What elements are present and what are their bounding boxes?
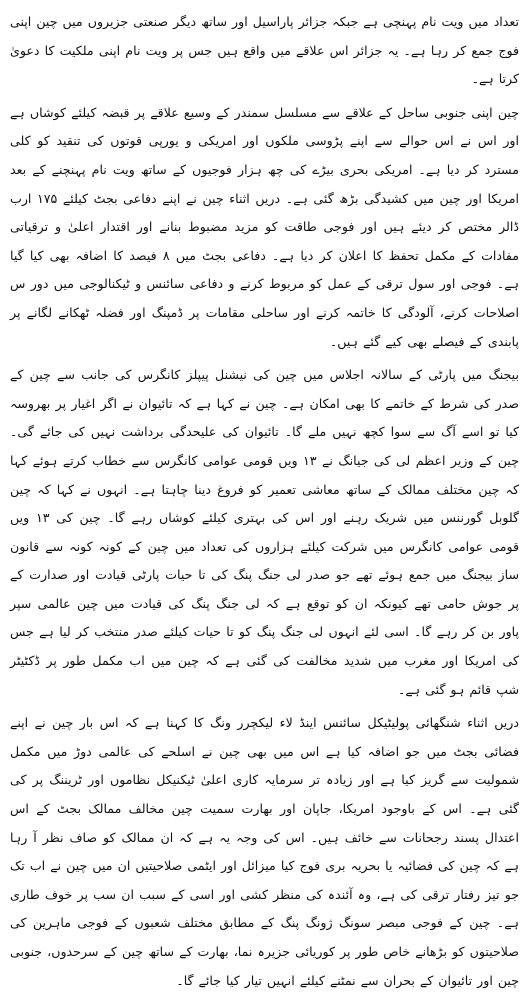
article-paragraph-2: چین اپنی جنوبی ساحل کے علاقے سے مسلسل سمندر کے وسیع علاقے پر قبضہ کیلئے کوشاں ہے اور اس نے اس حوالے سے اپنے پڑوسی ملکوں اور امریکی و یورپی قوتوں کی تنقید کو کلی مسترد کر دیا ہے۔ امریکی بحری بیڑے کی چھ ہزار فوجیوں کے ساتھ ویت نام پہنچنے کے بعد امریکا اور چین میں کشیدگی بڑھ گئی ہے۔ دریں اثناء چین نے اپنے دفاعی بجٹ کیلئے ۱۷۵ ارب ڈالر مختص کر دیئے ہیں اور فوجی طاقت کو مزید مضبوط بنانے اور اقتدار اعلیٰ و ترقیاتی مفادات کے مکمل تحفظ کا اعلان کر دیا ہے۔ دفاعی بجٹ میں ۸ فیصد کا اضافہ بھی کیا گیا ہے۔ فوجی اور سول ترقی کے عمل کو مربوط کرنے و دفاعی سائنس و ٹیکنالوجی میں دور س اصلاحات کرنے، آلودگی کا خاتمہ کرنے اور ساحلی مقامات پر ڈمپنگ اور فضلہ ٹھکانے لگانے پر پابندی کے فیصلے بھی کیے گئے ہیں۔ [10, 104, 519, 349]
article-paragraph-4: دریں اثناء شنگھائی پولیٹیکل سائنس اینڈ لاء لیکچرر ونگ کا کہنا ہے کہ اس بار چین نے اپنے فضائی بجٹ میں جو اضافہ کیا ہے اس میں بھی چین نے اسلحے کی عالمی دوڑ میں مکمل شمولیت سے گریز کیا ہے اور زیادہ تر سرمایہ کاری اعلیٰ ٹیکنیکل نظاموں اور ٹریننگ پر کی گئی ہے۔ اس کے باوجود امریکا، جاپان اور بھارت سمیت چین مخالف ممالک بجٹ کے اس اعتدال پسند رجحانات سے خائف ہیں۔ اس کی وجہ یہ ہے کہ ان ممالک کو صاف نظر آ رہا ہے کہ چین کی فضائیہ یا بحریہ بری فوج کیا میزائل اور ایٹمی صلاحیتیں ان میں چین نے اب تک جو تیز رفتار ترقی کی ہے، وہ آئندہ کی منظر کشی اور اسی کے سبب ان سب پر خوف طاری ہے۔ چین کے فوجی مبصر سونگ ژونگ پنگ کے مطابق مختلف شعبوں کے فوجی ماہرین کی صلاحیتوں کو بڑھانے خاص طور پر کوریائی جزیرہ نما، بھارت کے ساتھ چین کے سرحدوں، جنوبی چین اور تائیوان کے بحران سے نمٹنے کیلئے انہیں تیار کیا جائے گا۔ [10, 715, 519, 988]
article-paragraph-1: تعداد میں ویت نام پہنچی ہے جبکہ جزائر پاراسیل اور ساتھ دیگر صنعتی جزیروں میں چین اپنی فوج جمع کر رہا ہے۔ یہ جزائر اس علاقے میں واقع ہیں جس پر ویت نام اپنی ملکیت کا دعویٰ کرتا ہے۔ [10, 14, 519, 87]
article-paragraph-3: بیجنگ میں پارٹی کے سالانہ اجلاس میں چین کی نیشنل پیپلز کانگرس کی جانب سے چین کے صدر کی شرط کے خاتمے کا بھی امکان ہے۔ چین نے کہا ہے کہ تائیوان نے اگر اغیار پر بھروسہ کیا تو اسے آگ سے سوا کچھ نہیں ملے گا۔ تائیوان کی علیحدگی برداشت نہیں کی جائے گی۔ چین کے وزیر اعظم لی کی جیانگ نے ۱۳ ویں قومی عوامی کانگرس سے خطاب کرتے ہوئے کہا کہ چین مختلف ممالک کے ساتھ معاشی تعمیر کو فروغ دینا چاہتا ہے۔ انہوں نے کہا کہ چین گلوبل گورننس میں شریک رہنے اور اس کی بہتری کیلئے کوشاں رہے گا۔ چین کی ۱۳ ویں قومی عوامی کانگرس میں شرکت کیلئے ہزاروں کی تعداد میں چین کے کونہ کونہ سے قانون ساز بیجنگ میں جمع ہوئے تھے جو صدر لی جنگ پنگ کی تا حیات پارٹی قیادت اور صدارت کے پر جوش حامی تھے کیونکہ ان کو توقع ہے کہ لی جنگ پنگ کی قیادت میں چین عالمی سپر پاور بن کر رہے گا۔ اسی لئے انہوں لی جنگ پنگ کو تا حیات کیلئے صدر منتخب کر لیا ہے جس کی امریکا اور مغرب میں شدید مخالفت کی گئی ہے کہ چین میں اب مکمل طور پر ڈکٹیٹر شپ قائم ہو گئی ہے۔ [10, 367, 519, 697]
